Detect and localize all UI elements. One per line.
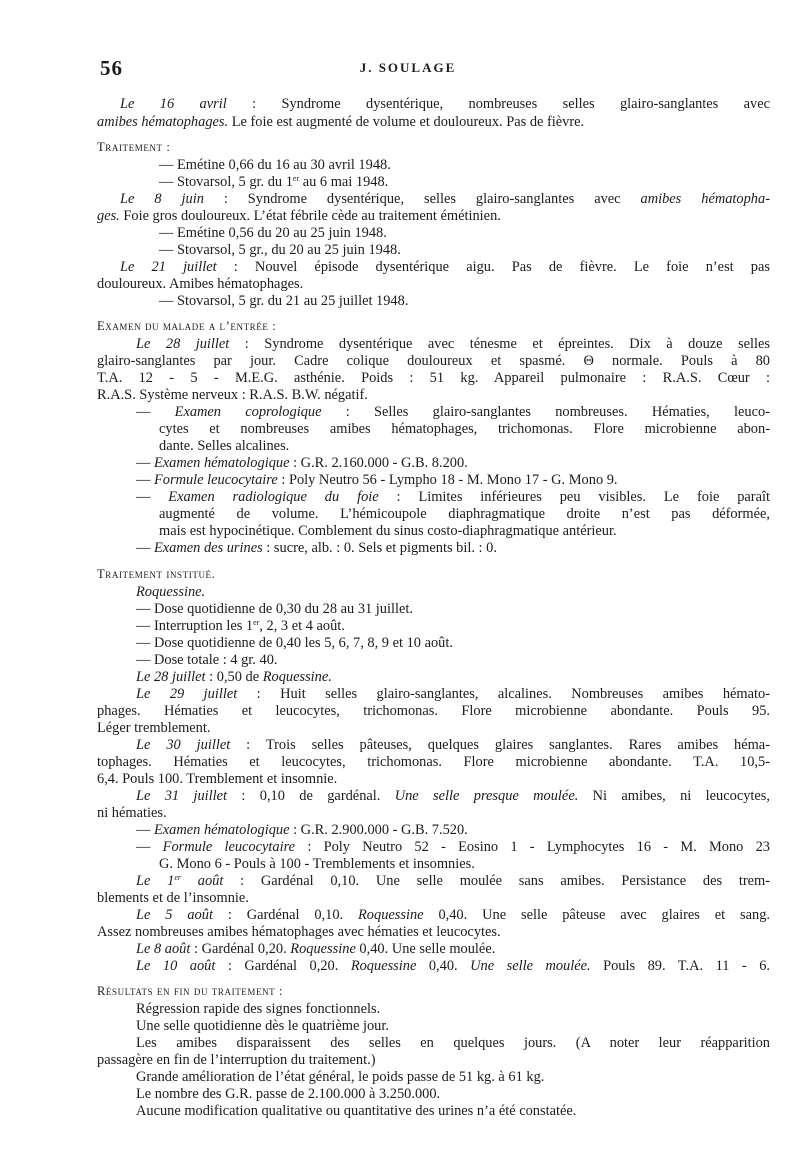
text-line	[136, 839, 770, 856]
text-span: : Limites inférieures peu visibles. Le foie paraît	[378, 489, 770, 505]
text-span: — Stovarsol, 5 gr., du 20 au 25 juin 1948.	[159, 242, 401, 258]
text-span: —	[136, 404, 175, 420]
text-line	[97, 771, 337, 788]
text-span: : Syndrome dysentérique avec ténesme et épreintes. Dix à douze selles	[229, 336, 770, 352]
text-span: Aucune modification qualitative ou quantitative des urines n’a été constatée.	[136, 1103, 577, 1119]
text-span: Foie gros douloureux. L’état fébrile cède au traitement émétinien.	[119, 208, 501, 224]
text-span: Résultats en fin du traitement :	[97, 984, 284, 998]
italic-text: Formule leucocytaire	[154, 472, 278, 488]
italic-text: Une selle presque moulée.	[394, 788, 579, 804]
superscript: er	[253, 618, 260, 627]
text-span: mais est hypocinétique. Comblement du sinus costo-diaphragmatique antérieur.	[159, 523, 617, 539]
text-line	[159, 174, 388, 191]
text-span: Assez nombreuses amibes hématophages avec hématies et leucocytes.	[97, 924, 501, 940]
text-line	[136, 788, 770, 805]
text-line	[159, 421, 770, 438]
text-line	[97, 805, 167, 822]
italic-text: amibes hématophages.	[97, 114, 229, 130]
text-span: : Trois selles pâteuses, quelques glaires sanglantes. Rares amibes héma-	[230, 737, 770, 753]
text-line	[97, 353, 770, 370]
text-span: —	[136, 822, 154, 838]
text-line	[97, 114, 584, 131]
text-span: tophages. Hématies et leucocytes, trichomonas. Flore microbienne abondante. T.A. 10,5-	[97, 754, 770, 770]
text-span: — Emétine 0,66 du 16 au 30 avril 1948.	[159, 157, 391, 173]
running-head-author: J. SOULAGE	[359, 60, 457, 75]
text-span: Le foie est augmenté de volume et douloureux. Pas de fièvre.	[228, 114, 585, 130]
text-span: — Dose quotidienne de 0,30 du 28 au 31 juillet.	[136, 601, 413, 617]
text-line	[136, 472, 618, 489]
text-line	[159, 438, 289, 455]
text-line	[159, 225, 387, 242]
text-span: : Nouvel épisode dysentérique aigu. Pas de fièvre. Le foie n’est pas	[216, 259, 770, 275]
text-span: — Emétine 0,56 du 20 au 25 juin 1948.	[159, 225, 387, 241]
text-line	[136, 958, 770, 975]
text-span: : Selles glairo-sanglantes nombreuses. Hématies, leuco-	[321, 404, 770, 420]
text-line	[136, 1001, 380, 1018]
text-line	[159, 157, 391, 174]
text-span: Régression rapide des signes fonctionnels.	[136, 1001, 381, 1017]
text-span: Une selle quotidienne dès le quatrième jour.	[136, 1018, 389, 1034]
italic-text: amibes hématopha-	[640, 191, 770, 207]
text-span: Traitement institué.	[97, 567, 216, 581]
text-line	[97, 208, 501, 225]
italic-text: Roquessine	[290, 941, 356, 957]
text-line	[136, 336, 770, 353]
text-line	[97, 276, 303, 293]
italic-text: Le 1	[136, 873, 175, 889]
text-span: 0,40. Une selle pâteuse avec glaires et sang.	[423, 907, 771, 923]
italic-text: Roquessine	[358, 907, 424, 923]
text-span: — Stovarsol, 5 gr. du 1	[159, 174, 293, 190]
italic-text: Examen coprologique	[174, 404, 322, 420]
text-span: glairo-sanglantes par jour. Cadre colique douloureux et spasmé. Θ normale. Pouls à 80	[97, 353, 770, 369]
text-span: : Gardénal 0,10. Une selle moulée sans amibes. Persistance des trem-	[223, 873, 771, 889]
text-span: cytes et nombreuses amibes hématophages, trichomonas. Flore microbienne abon-	[159, 421, 770, 437]
text-line	[136, 540, 497, 557]
italic-text: Le 28 juillet	[136, 336, 230, 352]
text-span: : G.R. 2.160.000 - G.B. 8.200.	[289, 455, 468, 471]
italic-text: Examen hématologique	[154, 455, 290, 471]
text-span: 0,40.	[416, 958, 471, 974]
italic-text: Formule leucocytaire	[162, 839, 296, 855]
text-line	[120, 191, 770, 208]
text-span: —	[136, 540, 154, 556]
text-line	[97, 387, 368, 404]
text-span: Examen du malade a l’entrée :	[97, 319, 277, 333]
text-span: G. Mono 6 - Pouls à 100 - Tremblements et insomnies.	[159, 856, 475, 872]
text-line	[159, 856, 475, 873]
text-line	[136, 489, 770, 506]
text-line	[97, 370, 770, 387]
text-span: — Dose quotidienne de 0,40 les 5, 6, 7, 8, 9 et 10 août.	[136, 635, 453, 651]
italic-text: Le 31 juillet	[136, 788, 228, 804]
text-span: Traitement :	[97, 140, 171, 154]
text-span: : Syndrome dysentérique, nombreuses selles glairo-sanglantes avec	[226, 96, 771, 112]
italic-text: Le 10 août	[136, 958, 216, 974]
text-line	[97, 1052, 376, 1069]
text-span: ni hématies.	[97, 805, 167, 821]
italic-text: Le 16 avril	[120, 96, 227, 112]
italic-text: Examen hématologique	[154, 822, 290, 838]
italic-text: Roquessine.	[136, 584, 206, 600]
italic-text: Roquessine.	[262, 669, 332, 685]
text-span: R.A.S. Système nerveux : R.A.S. B.W. négatif.	[97, 387, 368, 403]
text-line	[136, 404, 770, 421]
italic-text: août	[181, 873, 224, 889]
text-span: —	[136, 455, 154, 471]
text-line	[136, 737, 770, 754]
text-span: , 2, 3 et 4 août.	[259, 618, 345, 634]
text-span: : Poly Neutro 56 - Lympho 18 - M. Mono 17 - G. Mono 9.	[277, 472, 618, 488]
text-line	[136, 1069, 544, 1086]
section-heading	[97, 318, 276, 335]
text-span: Ni amibes, ni leucocytes,	[578, 788, 770, 804]
text-span: : Huit selles glairo-sanglantes, alcalines. Nombreuses amibes hémato-	[237, 686, 770, 702]
text-line	[136, 907, 770, 924]
text-span: Grande amélioration de l’état général, le poids passe de 51 kg. à 61 kg.	[136, 1069, 545, 1085]
italic-text: Le 5 août	[136, 907, 213, 923]
italic-text: Le 8 juin	[120, 191, 204, 207]
text-line	[136, 686, 770, 703]
italic-text: Le 29 juillet	[136, 686, 238, 702]
text-span: — Interruption les 1	[136, 618, 254, 634]
text-line	[159, 506, 770, 523]
page-header	[100, 56, 716, 80]
text-span: Les amibes disparaissent des selles en quelques jours. (A noter leur réapparition	[136, 1035, 770, 1051]
text-line	[136, 822, 468, 839]
text-line	[159, 242, 401, 259]
text-span: dante. Selles alcalines.	[159, 438, 290, 454]
text-line	[97, 703, 770, 720]
text-line	[136, 1103, 576, 1120]
section-heading	[97, 566, 215, 583]
italic-text: Examen radiologique du foie	[168, 489, 379, 505]
section-heading	[97, 139, 170, 156]
text-span: : sucre, alb. : 0. Sels et pigments bil. : 0.	[262, 540, 497, 556]
text-span: —	[136, 472, 154, 488]
text-line	[136, 618, 345, 635]
text-line	[97, 890, 249, 907]
text-span: : Gardénal 0,20.	[190, 941, 291, 957]
italic-text: Examen des urines	[154, 540, 263, 556]
text-span: — Dose totale : 4 gr. 40.	[136, 652, 278, 668]
text-span: 6,4. Pouls 100. Tremblement et insomnie.	[97, 771, 338, 787]
text-span: Léger tremblement.	[97, 720, 211, 736]
text-line	[97, 924, 501, 941]
text-line	[159, 293, 408, 310]
text-line	[120, 96, 770, 113]
text-span: blements et de l’insomnie.	[97, 890, 249, 906]
italic-text: Une selle moulée.	[470, 958, 591, 974]
text-line	[136, 584, 205, 601]
text-span: — Stovarsol, 5 gr. du 21 au 25 juillet 1948.	[159, 293, 409, 309]
text-span: phages. Hématies et leucocytes, trichomonas. Flore microbienne abondante. Pouls 95.	[97, 703, 770, 719]
text-line	[136, 601, 413, 618]
italic-text: Le 21 juillet	[120, 259, 217, 275]
text-span: Pouls 89. T.A. 11 - 6.	[590, 958, 771, 974]
text-line	[136, 1086, 440, 1103]
text-span: : Poly Neutro 52 - Eosino 1 - Lymphocytes 16 - M. Mono 23	[295, 839, 770, 855]
text-line	[120, 259, 770, 276]
section-heading	[97, 983, 283, 1000]
superscript: er	[292, 174, 300, 183]
italic-text: Le 30 juillet	[136, 737, 231, 753]
text-span: douloureux. Amibes hématophages.	[97, 276, 304, 292]
text-span: —	[136, 489, 169, 505]
text-span: : Gardénal 0,20.	[215, 958, 351, 974]
text-span: T.A. 12 - 5 - M.E.G. asthénie. Poids : 51 kg. Appareil pulmonaire : R.A.S. Cœur :	[97, 370, 770, 386]
text-span: au 6 mai 1948.	[299, 174, 389, 190]
text-line	[136, 941, 495, 958]
text-line	[136, 873, 770, 890]
text-line	[136, 1035, 770, 1052]
text-line	[136, 1018, 389, 1035]
italic-text: Le 8 août	[136, 941, 191, 957]
italic-text: ges.	[97, 208, 120, 224]
text-span: augmenté de volume. L’hémicoupole diaphragmatique droite n’est pas déformée,	[159, 506, 770, 522]
text-line	[136, 455, 468, 472]
italic-text: Roquessine	[350, 958, 417, 974]
page-number: 56	[100, 56, 123, 80]
text-span: : 0,50 de	[205, 669, 263, 685]
text-span: : Syndrome dysentérique, selles glairo-sanglantes avec	[203, 191, 641, 207]
text-span: —	[136, 839, 163, 855]
italic-text: Le 28 juillet	[136, 669, 206, 685]
text-line	[97, 754, 770, 771]
text-line	[136, 669, 332, 686]
text-span: Le nombre des G.R. passe de 2.100.000 à 3.250.000.	[136, 1086, 441, 1102]
text-span: : 0,10 de gardénal.	[227, 788, 395, 804]
text-span: passagère en fin de l’interruption du traitement.)	[97, 1052, 376, 1068]
text-line	[159, 523, 617, 540]
text-line	[97, 720, 210, 737]
text-line	[136, 652, 278, 669]
text-line	[136, 635, 453, 652]
text-span: : Gardénal 0,10.	[212, 907, 359, 923]
text-span: 0,40. Une selle moulée.	[355, 941, 496, 957]
text-span: : G.R. 2.900.000 - G.B. 7.520.	[289, 822, 468, 838]
superscript: er	[174, 873, 182, 882]
